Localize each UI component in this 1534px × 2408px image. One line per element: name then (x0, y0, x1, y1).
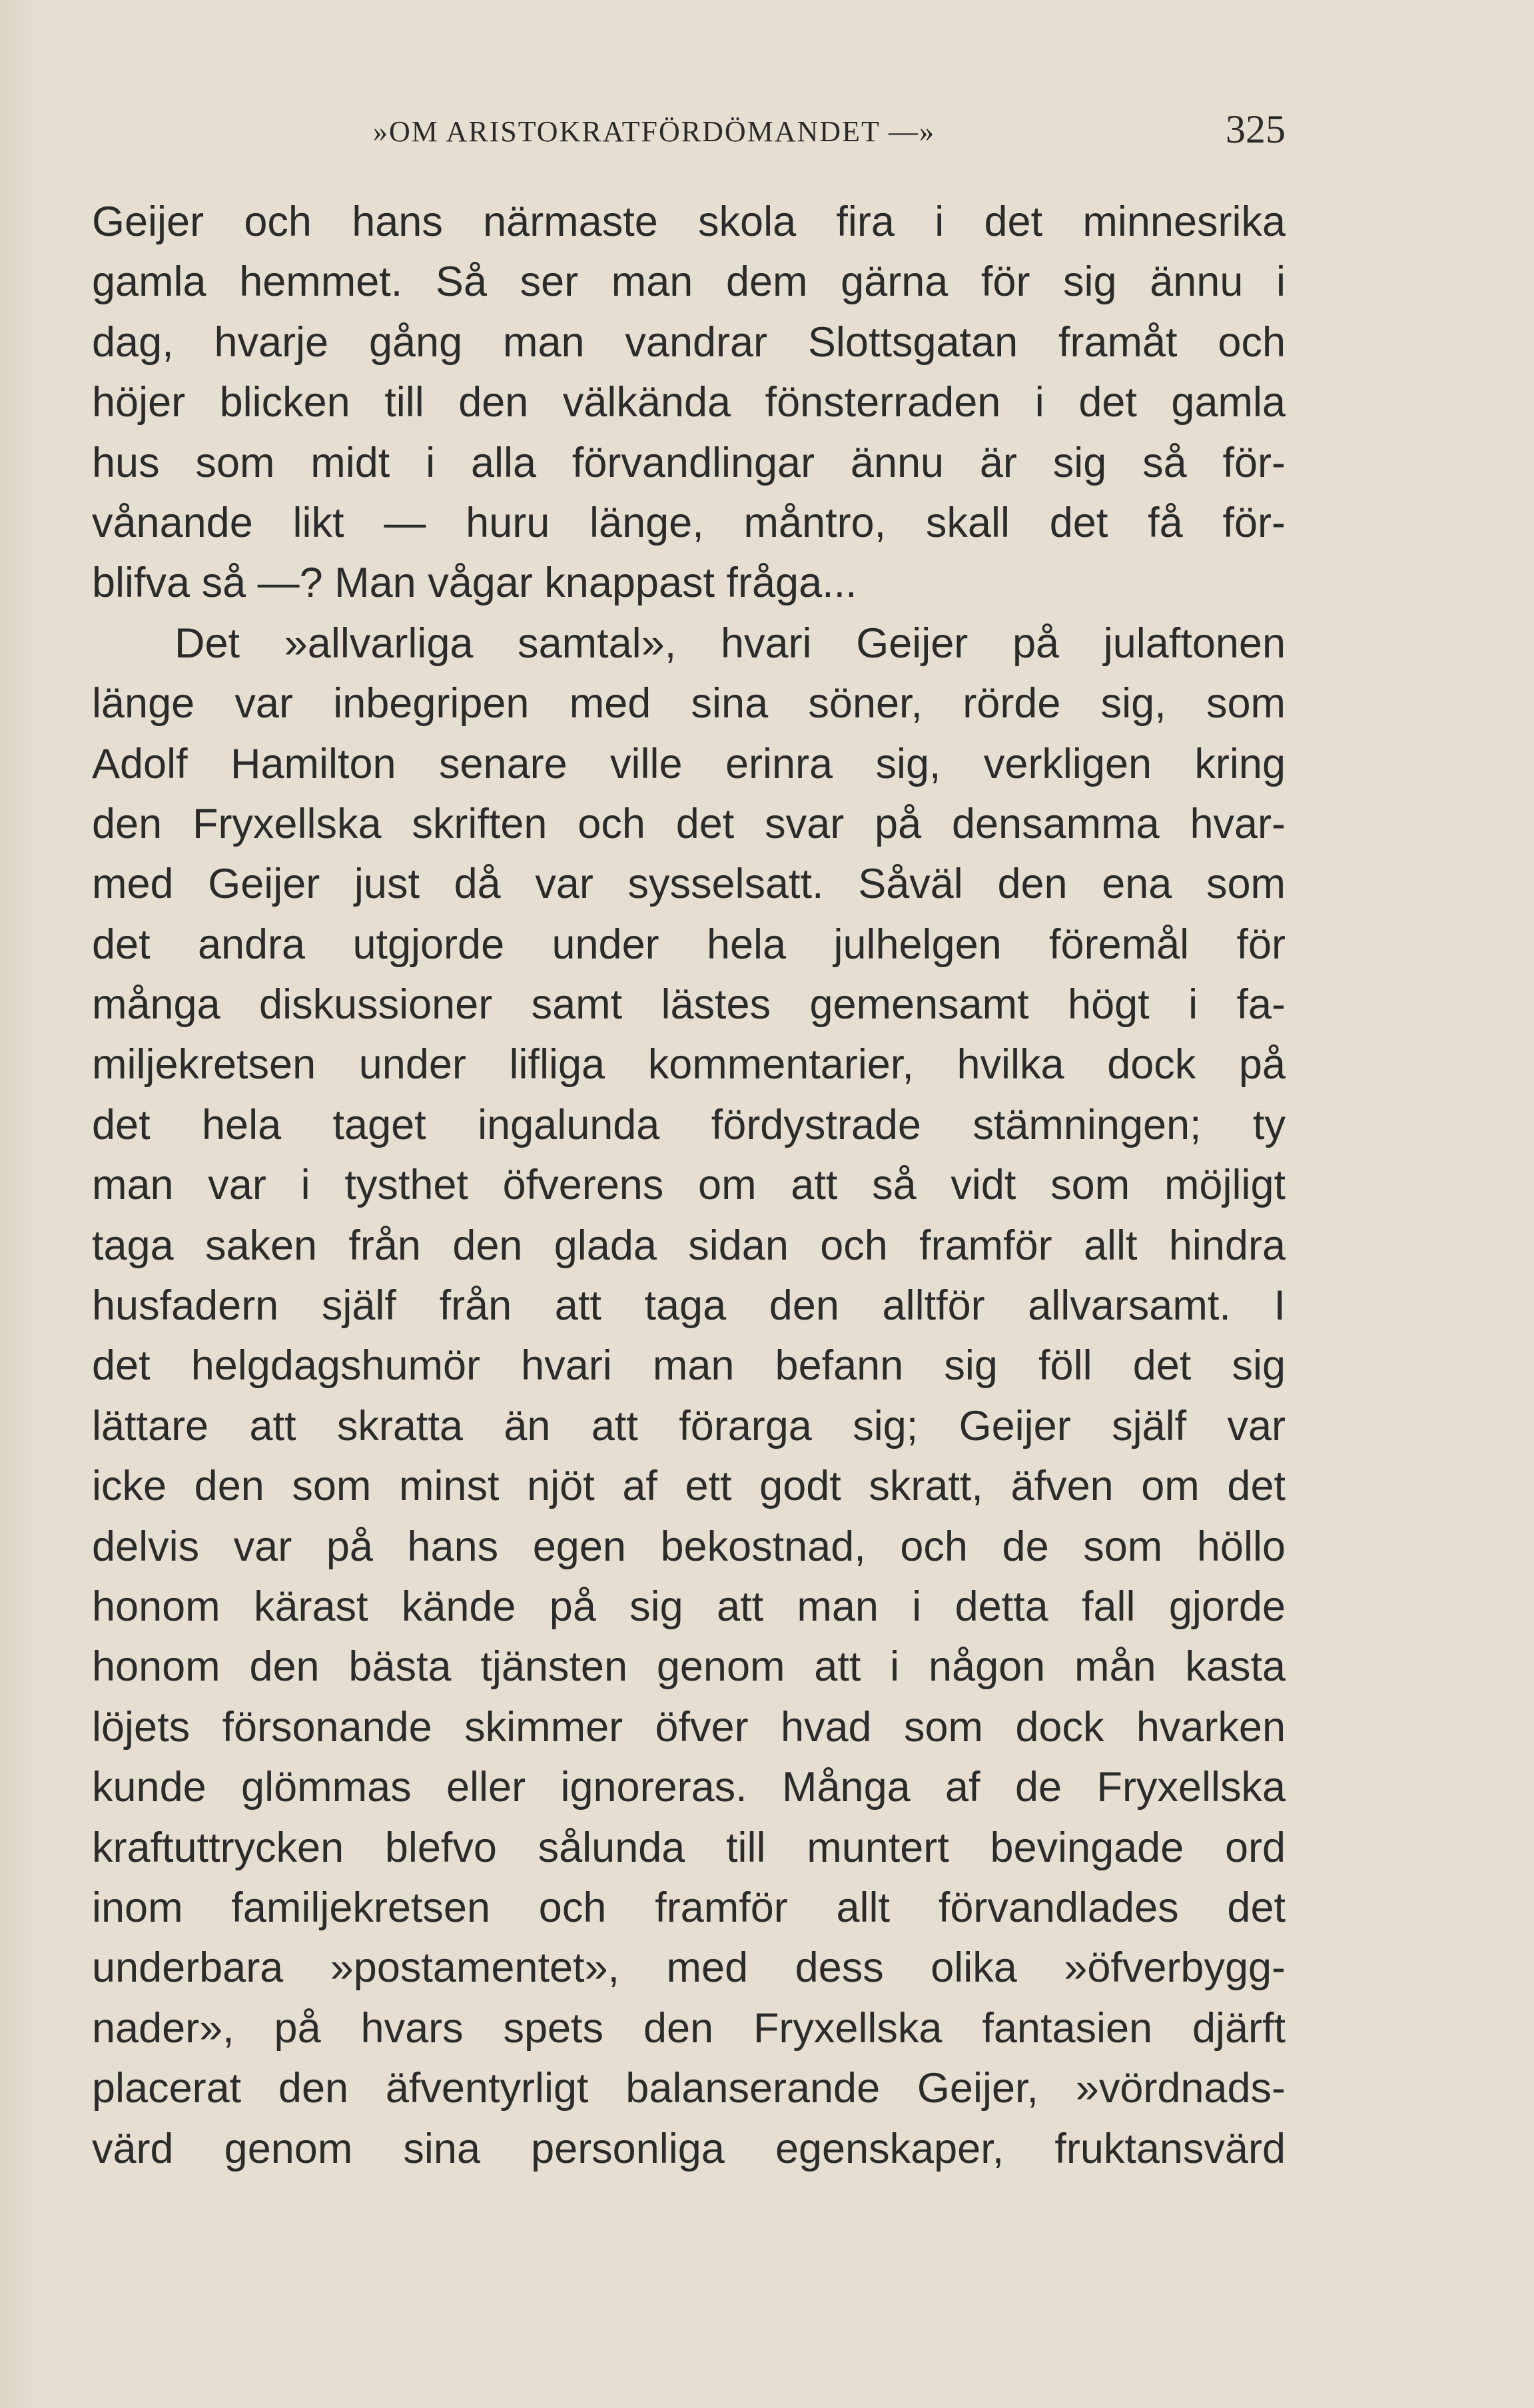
text-line: husfadern själf från att taga den alltför allvarsamt. I (92, 1282, 1286, 1330)
text-line: inom familjekretsen och framför allt förvandlades det (92, 1884, 1286, 1931)
text-line: underbara »postamentet», med dess olika »öfverbygg- (92, 1944, 1286, 1992)
text-line: höjer blicken till den välkända fönsterraden i det gamla (92, 379, 1286, 426)
page-header (373, 107, 1286, 160)
text-line: blifva så —? Man vågar knappast fråga... (92, 560, 857, 607)
text-line: miljekretsen under lifliga kommentarier, hvilka dock på (92, 1041, 1286, 1088)
text-line: hus som midt i alla förvandlingar ännu är sig så för- (92, 439, 1286, 486)
text-line: kunde glömmas eller ignoreras. Många af de Fryxellska (92, 1764, 1286, 1811)
text-line: vånande likt — huru länge, måntro, skall det få för- (92, 499, 1286, 546)
text-line: Det »allvarliga samtal», hvari Geijer på julaftonen (175, 619, 1286, 667)
text-line: icke den som minst njöt af ett godt skratt, äfven om det (92, 1463, 1286, 1510)
running-title: »OM ARISTOKRATFÖRDÖMANDET —» (373, 115, 936, 148)
text-line: det helgdagshumör hvari man befann sig föll det sig (92, 1342, 1286, 1390)
text-line: lättare att skratta än att förarga sig; Geijer själf var (92, 1402, 1286, 1449)
text-line: löjets försonande skimmer öfver hvad som dock hvarken (92, 1703, 1286, 1751)
text-line: gamla hemmet. Så ser man dem gärna för sig ännu i (92, 258, 1286, 306)
page-number: 325 (1226, 107, 1286, 151)
text-line: med Geijer just då var sysselsatt. Såväl den ena som (92, 861, 1286, 908)
text-line: Geijer och hans närmaste skola fira i det minnesrika (92, 199, 1286, 245)
text-line: värd genom sina personliga egenskaper, fruktansvärd (92, 2125, 1286, 2172)
text-line: det andra utgjorde under hela julhelgen föremål för (92, 921, 1286, 968)
text-line: den Fryxellska skriften och det svar på densamma hvar- (92, 800, 1286, 847)
text-line: Adolf Hamilton senare ville erinra sig, verkligen kring (92, 740, 1286, 787)
text-line: nader», på hvars spets den Fryxellska fantasien djärft (92, 2004, 1286, 2052)
text-line: länge var inbegripen med sina söner, rörde sig, som (92, 680, 1286, 727)
text-line: kraftuttrycken blefvo sålunda till muntert bevingade ord (92, 1824, 1286, 1871)
text-line: många diskussioner samt lästes gemensamt högt i fa- (92, 981, 1286, 1028)
text-line: dag, hvarje gång man vandrar Slottsgatan framåt och (92, 318, 1286, 366)
text-line: man var i tysthet öfverens om att så vidt som möjligt (92, 1162, 1286, 1209)
text-line: taga saken från den glada sidan och framför allt hindra (92, 1222, 1286, 1269)
text-line: honom kärast kände på sig att man i detta fall gjorde (92, 1583, 1286, 1630)
text-line: det hela taget ingalunda fördystrade stämningen; ty (92, 1101, 1286, 1148)
text-line: honom den bästa tjänsten genom att i någon mån kasta (92, 1643, 1286, 1691)
text-line: placerat den äfventyrligt balanserande Geijer, »vördnads- (92, 2065, 1286, 2112)
text-line: delvis var på hans egen bekostnad, och de som höllo (92, 1523, 1286, 1570)
body-text (92, 192, 1286, 2179)
